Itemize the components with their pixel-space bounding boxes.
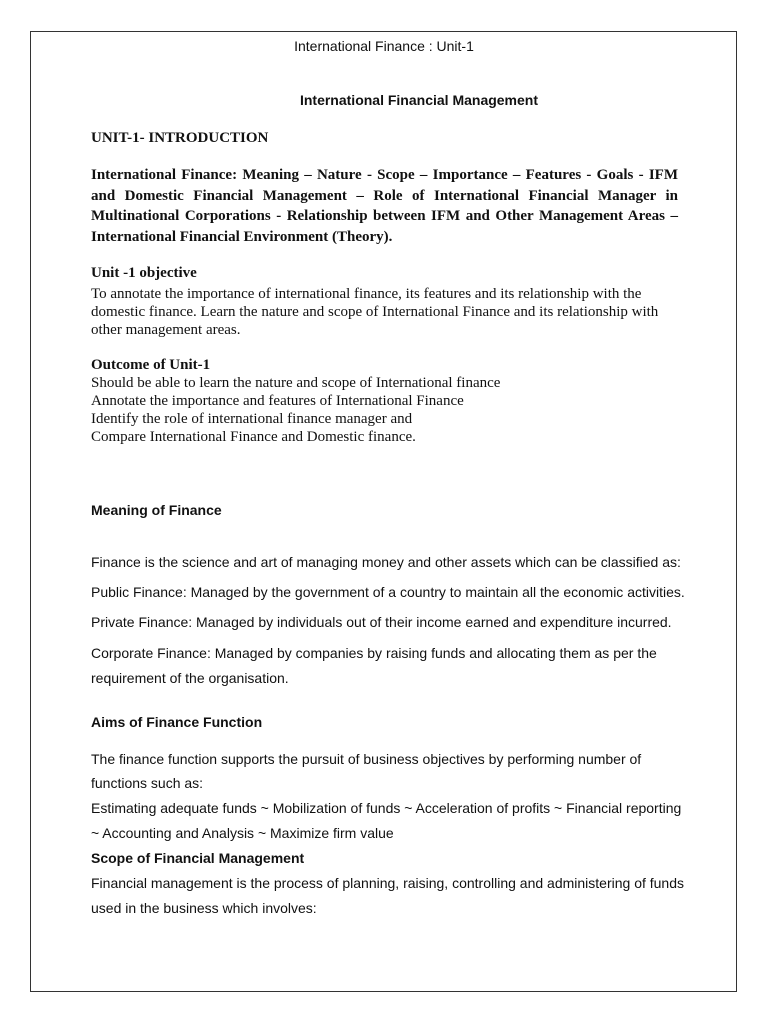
aims-line: ~ Accounting and Analysis ~ Maximize firm value — [91, 825, 394, 841]
scope-line: used in the business which involves: — [91, 900, 317, 916]
document-title: International Financial Management — [299, 92, 539, 108]
aims-line: The finance function supports the pursuit of business objectives by performing number of — [91, 751, 642, 767]
public-finance-line: Public Finance: Managed by the government of a country to maintain all the economic activities. — [91, 584, 685, 600]
aims-heading: Aims of Finance Function — [91, 714, 263, 730]
meaning-heading: Meaning of Finance — [91, 502, 222, 518]
objective-heading: Unit -1 objective — [91, 265, 197, 281]
private-finance-line: Private Finance: Managed by individuals out of their income earned and expenditure incurred. — [91, 614, 672, 630]
objective-line: To annotate the importance of international finance, its features and its relationship with the — [91, 286, 642, 302]
outcome-line: Annotate the importance and features of International Finance — [91, 393, 464, 409]
corporate-finance-line: Corporate Finance: Managed by companies by raising funds and allocating them as per the — [91, 645, 657, 661]
topics-line: Multinational Corporations - Relationship between IFM and Other Management Areas – — [91, 208, 678, 224]
unit-heading: UNIT-1- INTRODUCTION — [91, 130, 269, 146]
scope-line: Financial management is the process of planning, raising, controlling and administering of funds — [91, 875, 685, 891]
objective-line: domestic finance. Learn the nature and scope of International Finance and its relationship with — [91, 304, 659, 320]
meaning-intro: Finance is the science and art of managing money and other assets which can be classified as: — [91, 554, 681, 570]
outcome-line: Should be able to learn the nature and scope of International finance — [91, 375, 501, 391]
topics-line: and Domestic Financial Management – Role of International Financial Manager in — [91, 187, 678, 204]
topics-line: International Finance: Meaning – Nature - Scope – Importance – Features - Goals - IFM — [91, 167, 678, 183]
outcome-heading: Outcome of Unit-1 — [91, 357, 211, 373]
running-header: International Finance : Unit-1 — [294, 38, 474, 54]
objective-line: other management areas. — [91, 322, 241, 338]
aims-line: functions such as: — [91, 775, 204, 791]
topics-line: International Financial Environment (Theory). — [91, 228, 393, 245]
unit-topics — [91, 165, 678, 247]
outcome-line: Identify the role of international finance manager and — [91, 411, 413, 427]
corporate-finance-line: requirement of the organisation. — [91, 670, 289, 686]
outcome-line: Compare International Finance and Domestic finance. — [91, 429, 416, 445]
aims-line: Estimating adequate funds ~ Mobilization of funds ~ Acceleration of profits ~ Financial reporting — [91, 800, 682, 816]
scope-heading: Scope of Financial Management — [91, 850, 305, 866]
